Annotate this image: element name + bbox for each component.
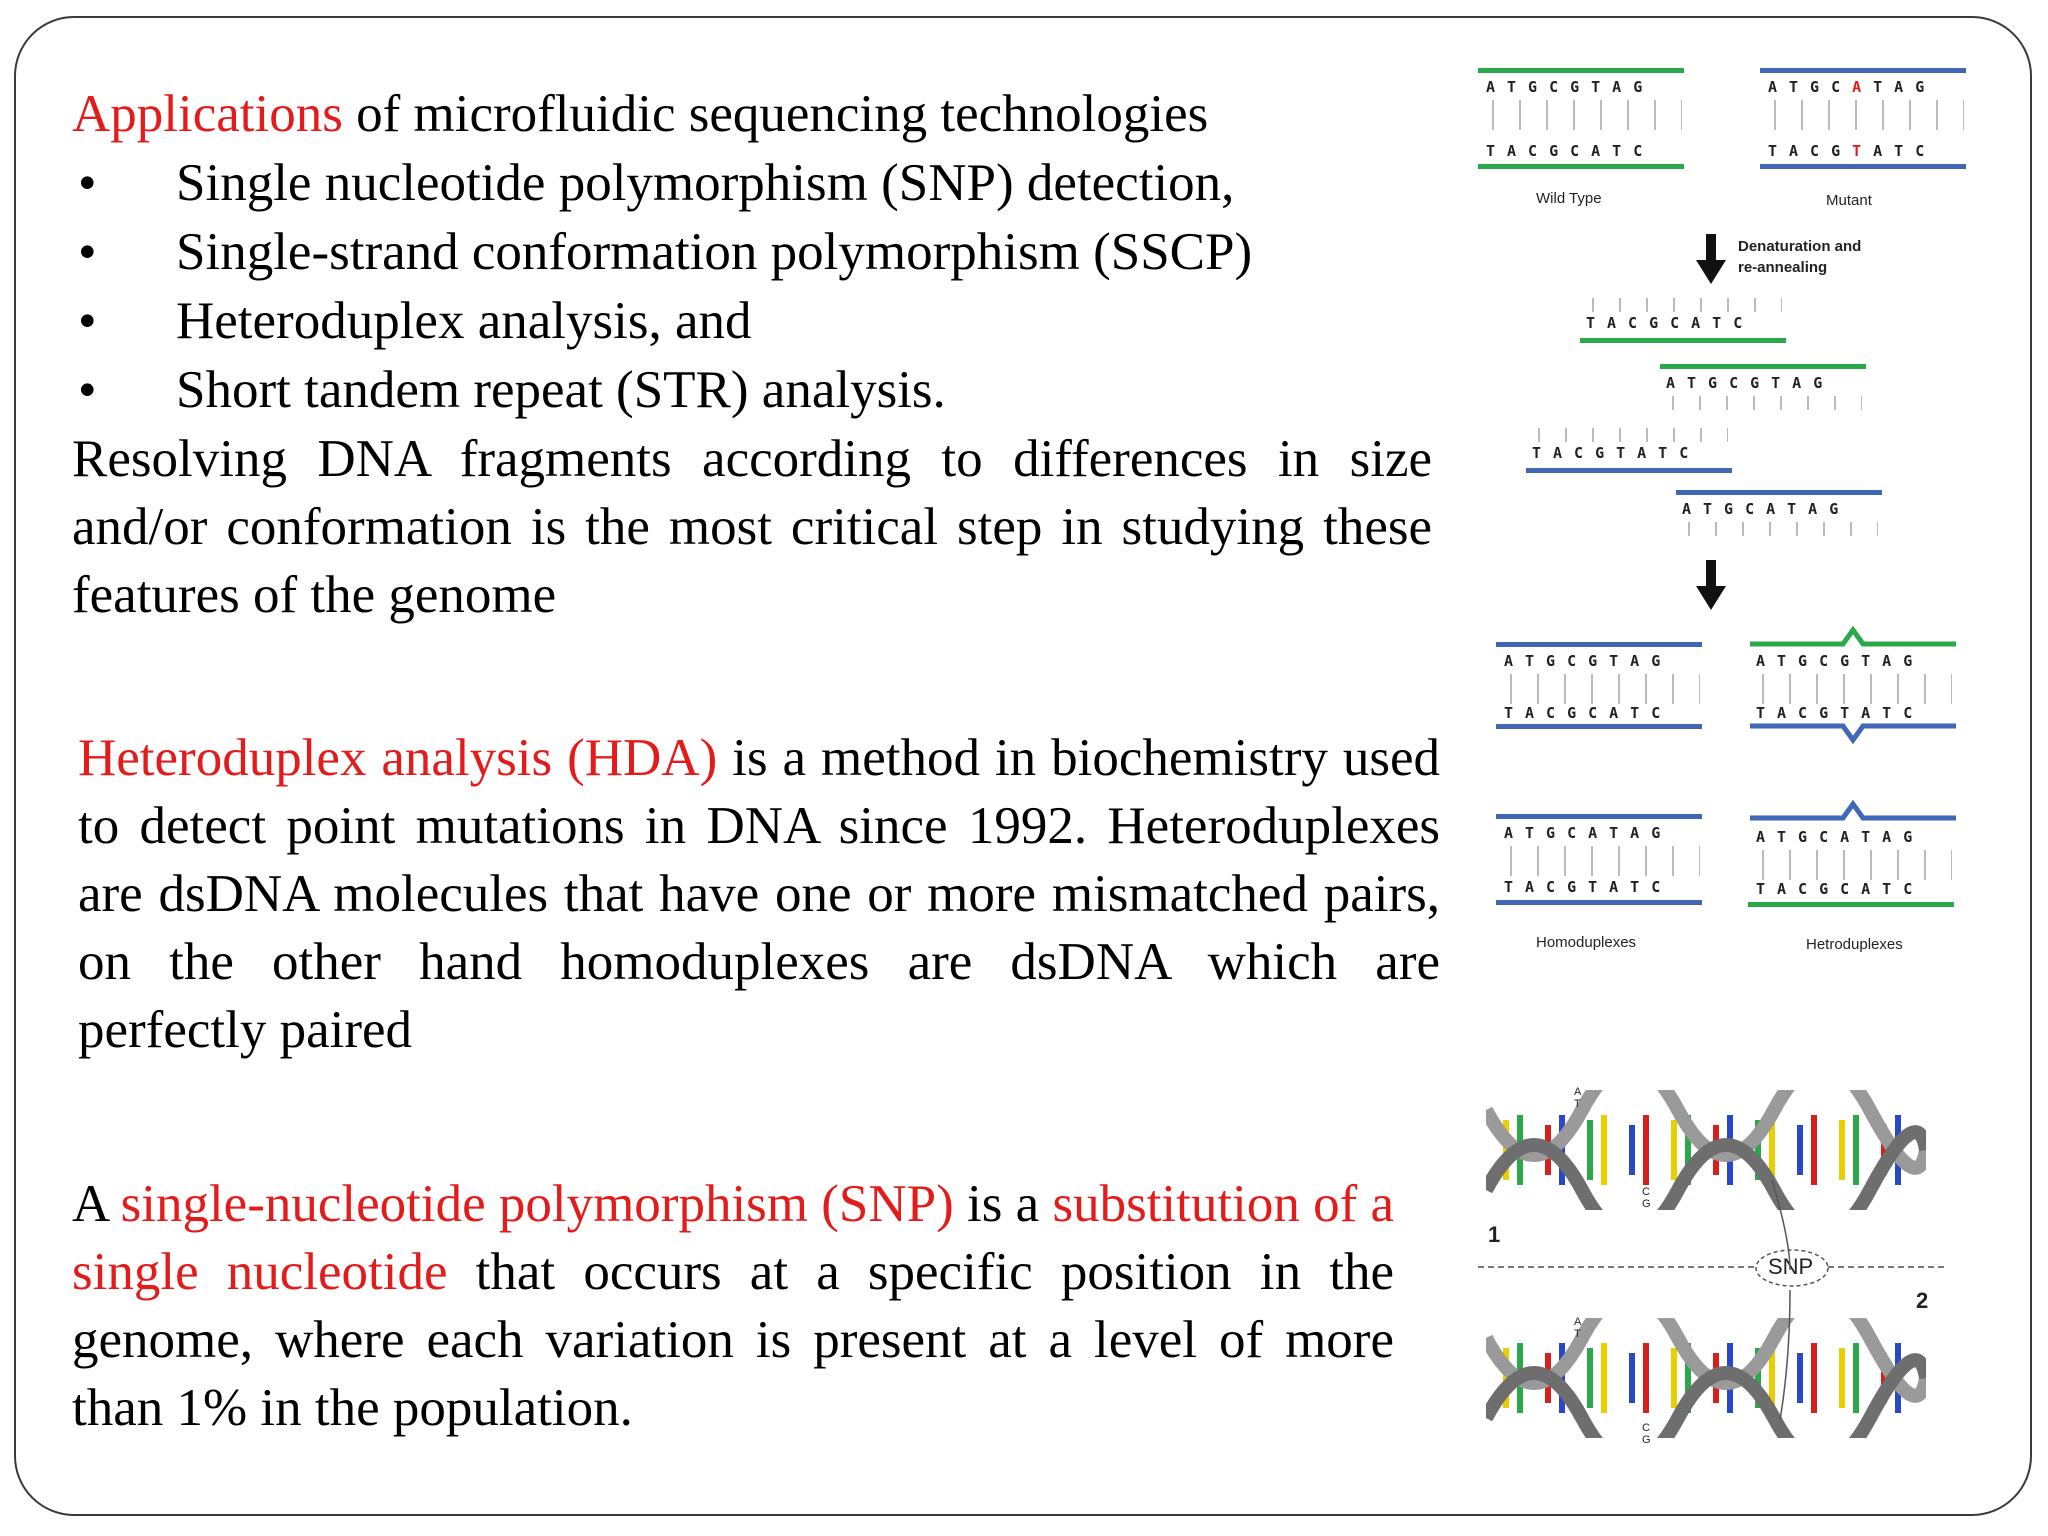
applications-keyword: Applications — [72, 85, 343, 143]
bullet-marker: • — [78, 154, 97, 212]
dna-helix-2 — [1486, 1318, 1926, 1438]
homoduplex-1-top-sequence: ATGCGTAG — [1504, 652, 1673, 670]
substitution-term: substitution of a single nucleotide — [72, 1175, 1394, 1301]
mutant-base-pairs — [1774, 100, 1964, 130]
heteroduplex-1-bottom-strand — [1748, 722, 1958, 744]
heteroduplex-2-bottom-sequence: TACGCATC — [1756, 880, 1925, 898]
snp-divider-line — [1478, 1266, 1944, 1268]
denaturation-label-line-2: re-annealing — [1738, 259, 1828, 276]
bullet-marker: • — [78, 292, 97, 350]
mutant-bottom-mismatch: T — [1852, 142, 1874, 160]
hda-term: Heteroduplex analysis (HDA) — [78, 729, 718, 787]
wild-type-top-sequence: ATGCGTAG — [1486, 78, 1655, 96]
snp-text-3: that occurs at a specific position in the genome, where each variation is present at a level of more than 1% in the population. — [72, 1243, 1394, 1437]
wild-type-label: Wild Type — [1536, 190, 1602, 207]
heteroduplex-1-top-sequence: ATGCGTAG — [1756, 652, 1925, 670]
single-strand-1 — [1580, 338, 1786, 343]
bullet-text: Single nucleotide polymorphism (SNP) detection, — [176, 154, 1235, 212]
single-strand-1-sequence: TACGCATC — [1586, 314, 1755, 332]
wild-type-bottom-strand — [1478, 164, 1684, 169]
snp-paragraph — [72, 1170, 1394, 1442]
homoduplex-1-bottom-sequence: TACGCATC — [1504, 704, 1673, 722]
homoduplex-2-top-sequence: ATGCATAG — [1504, 824, 1673, 842]
mutant-bottom-strand — [1760, 164, 1966, 169]
legend-c-label: C — [1642, 1186, 1650, 1198]
snp-text-2: is a — [953, 1175, 1053, 1233]
single-strand-ticks — [1672, 396, 1862, 410]
legend-g-label: G — [1642, 1198, 1651, 1210]
snp-connector-line — [1770, 1180, 1810, 1420]
single-strand-4-sequence: ATGCATAG — [1682, 500, 1851, 518]
snp-term: single-nucleotide polymorphism (SNP) — [120, 1175, 954, 1233]
legend-a-label: A — [1574, 1316, 1582, 1328]
single-strand-4 — [1676, 490, 1882, 495]
single-strand-2 — [1660, 364, 1866, 369]
legend-t-label: T — [1574, 1098, 1581, 1110]
down-arrow-icon — [1696, 234, 1726, 284]
mutant-top-seq-b: TAG — [1873, 78, 1937, 96]
homoduplex-2-bottom-sequence: TACGTATC — [1504, 878, 1673, 896]
mutant-label: Mutant — [1826, 192, 1872, 209]
helix-2-label: 2 — [1916, 1288, 1929, 1313]
single-strand-ticks — [1538, 428, 1728, 442]
helix-1-label: 1 — [1488, 1222, 1501, 1247]
bullet-text: Heteroduplex analysis, and — [176, 292, 752, 350]
homoduplex-1-top-strand — [1496, 642, 1702, 647]
mutant-bottom-sequence — [1768, 142, 1936, 160]
mutant-bottom-seq-a: TACG — [1768, 142, 1853, 160]
heteroduplex-2-top-strand — [1748, 800, 1958, 822]
wild-type-bottom-sequence: TACGCATC — [1486, 142, 1655, 160]
heteroduplex-1-bottom-sequence: TACGTATC — [1756, 704, 1925, 722]
bullet-text: Short tandem repeat (STR) analysis. — [176, 361, 946, 419]
legend-g-label: G — [1642, 1434, 1651, 1446]
snp-text-1: A — [72, 1175, 121, 1233]
homoduplex-2-bottom-strand — [1496, 900, 1702, 905]
mutant-top-sequence — [1768, 78, 1936, 96]
heteroduplex-1-base-pairs — [1762, 674, 1952, 704]
single-strand-ticks — [1592, 298, 1782, 312]
heteroduplex-2-bottom-strand — [1748, 902, 1954, 907]
snp-diagram — [1470, 1080, 1950, 1500]
dna-helix-1 — [1486, 1090, 1926, 1210]
bullet-marker: • — [78, 361, 97, 419]
single-strand-ticks — [1688, 522, 1878, 536]
bullet-text: Single-strand conformation polymorphism (SSCP) — [176, 223, 1253, 281]
homoduplex-1-base-pairs — [1510, 674, 1700, 704]
bullet-marker: • — [78, 223, 97, 281]
mutant-bottom-seq-b: ATC — [1873, 142, 1937, 160]
down-arrow-icon — [1696, 560, 1726, 610]
legend-a-label: A — [1574, 1086, 1582, 1098]
legend-t-label: T — [1574, 1328, 1581, 1340]
applications-heading-rest: of microfluidic sequencing technologies — [342, 85, 1209, 143]
single-strand-3-sequence: TACGTATC — [1532, 444, 1701, 462]
denaturation-label-line-1: Denaturation and — [1738, 238, 1862, 255]
mutant-top-strand — [1760, 68, 1966, 73]
mutant-top-seq-a: ATGC — [1768, 78, 1853, 96]
snp-label: SNP — [1768, 1254, 1814, 1279]
homoduplex-2-top-strand — [1496, 814, 1702, 819]
legend-c-label: C — [1642, 1422, 1650, 1434]
homoduplexes-label: Homoduplexes — [1536, 934, 1637, 951]
wild-type-base-pairs — [1492, 100, 1682, 130]
homoduplex-1-bottom-strand — [1496, 724, 1702, 729]
heteroduplex-2-top-sequence: ATGCATAG — [1756, 828, 1925, 846]
homoduplex-2-base-pairs — [1510, 846, 1700, 876]
hda-description: is a method in biochemistry used to detect point mutations in DNA since 1992. Heteroduplexes are dsDNA molecules that have one or more mismatched pairs, on the other hand homoduplexes are dsDNA which are perfectly paired — [78, 729, 1440, 1059]
resolving-paragraph: Resolving DNA fragments according to differences in size and/or conformation is the most critical step in studying these features of the genome — [72, 430, 1432, 624]
single-strand-3 — [1526, 468, 1732, 473]
single-strand-2-sequence: ATGCGTAG — [1666, 374, 1835, 392]
mutant-top-mismatch: A — [1852, 78, 1874, 96]
hetroduplexes-label: Hetroduplexes — [1806, 936, 1903, 953]
wild-type-top-strand — [1478, 68, 1684, 73]
heteroduplex-1-top-strand — [1748, 626, 1958, 648]
denaturation-label — [1738, 236, 1861, 278]
heteroduplex-2-base-pairs — [1762, 850, 1952, 880]
